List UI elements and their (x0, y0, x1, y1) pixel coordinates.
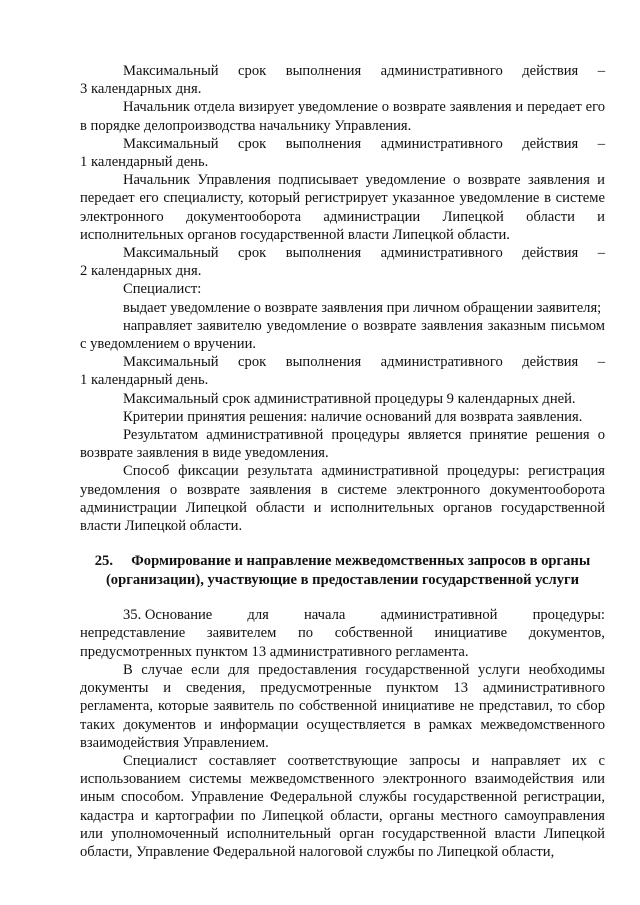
section-heading (80, 552, 605, 589)
word: действия (522, 245, 579, 262)
word: действия (522, 63, 579, 79)
word: действия (522, 354, 579, 371)
term-value: 2 календарных дня. (80, 263, 202, 280)
word: Максимальный (123, 63, 219, 79)
word: – (597, 63, 605, 79)
word: 35. Основание (123, 607, 213, 624)
paragraph: Начальник отдела визирует уведомление о возврате заявления и передает его в порядке делопроизводства начальнику Управления. (80, 99, 605, 134)
paragraph: предусмотренных пунктом 13 административного регламента. (80, 643, 469, 660)
word: собственной (334, 625, 413, 642)
max-term-line-3 (80, 244, 605, 262)
word: административной (380, 607, 498, 624)
max-term-line-1 (80, 62, 605, 80)
word: инициативе (434, 625, 508, 642)
max-term-line-4 (80, 353, 605, 371)
paragraph: Результатом административной процедуры является принятие решения о возврате заявления в виде уведомления. (80, 427, 605, 462)
paragraph: Критерии принятия решения: наличие оснований для возврата заявления. (123, 408, 583, 425)
term-value: 3 календарных дня. (80, 81, 202, 98)
paragraph: Максимальный срок административной процедуры 9 календарных дней. (123, 390, 576, 407)
word: непредставление (80, 625, 186, 642)
word: административного (380, 354, 503, 371)
word: административного (380, 135, 503, 152)
word: по (297, 625, 314, 642)
paragraph: В случае если для предоставления государственной услуги необходимы документы и сведения, предусмотренные пунктом 13 административного регламента, которые заявитель по собственной инициативе не представил, то сбор таких документов и информации осуществляется в рамках межведомственного взаимодействия Управлением. (80, 661, 605, 751)
word: административного (380, 63, 503, 79)
word: Максимальный (123, 245, 219, 262)
word: выполнения (285, 135, 362, 152)
word: – (597, 245, 605, 262)
paragraph: направляет заявителю уведомление о возврате заявления заказным письмом с уведомлением о вручении. (80, 317, 605, 353)
word: заявителем (206, 625, 277, 642)
word: выполнения (285, 354, 362, 371)
word: срок (238, 245, 267, 262)
word: выполнения (285, 245, 362, 262)
word: административного (380, 245, 503, 262)
word: срок (238, 354, 267, 371)
word: срок (238, 135, 267, 152)
word: – (597, 135, 605, 152)
document-page (80, 62, 605, 861)
word: действия (522, 135, 579, 152)
word: процедуры: (532, 607, 605, 624)
paragraph: выдает уведомление о возврате заявления при личном обращении заявителя; (123, 299, 602, 316)
term-value: 1 календарный день. (80, 372, 209, 389)
basis-line-1 (80, 606, 605, 624)
paragraph: Специалист: (123, 281, 202, 298)
heading-line-1: 25. Формирование и направление межведомственных запросов в органы (94, 553, 591, 570)
word: для (247, 607, 269, 624)
paragraph: Способ фиксации результата административной процедуры: регистрация уведомления о возврате заявления в системе электронного документооборота администрации Липецкой области и исполнительных органов государственной власти Липецкой области. (80, 463, 605, 535)
word: документов, (528, 625, 605, 642)
word: Максимальный (123, 354, 219, 371)
paragraph: Специалист составляет соответствующие запросы и направляет их с использованием системы межведомственного электронного взаимодействия или иным способом. Управление Федеральной службы государственной регистрации, кадастра и картографии по Липецкой области, органы местного самоуправления или уполномоченный исполнительный орган государственной власти Липецкой области, Управление Федеральной налоговой службы по Липецкой области, (80, 752, 605, 860)
word: срок (238, 63, 267, 79)
max-term-line-2 (80, 135, 605, 153)
paragraph: Начальник Управления подписывает уведомление о возврате заявления и передает его специалисту, который регистрирует указанное уведомление в системе электронного документооборота администрации Липецкой области и исполнительных органов государственной власти Липецкой области. (80, 172, 605, 243)
heading-line-2: (организации), участвующие в предоставлении государственной услуги (105, 571, 580, 588)
word: начала (303, 607, 346, 624)
word: – (597, 354, 605, 371)
basis-line-2 (80, 624, 605, 642)
term-value: 1 календарный день. (80, 154, 209, 171)
word: Максимальный (123, 135, 219, 152)
word: выполнения (285, 63, 362, 79)
